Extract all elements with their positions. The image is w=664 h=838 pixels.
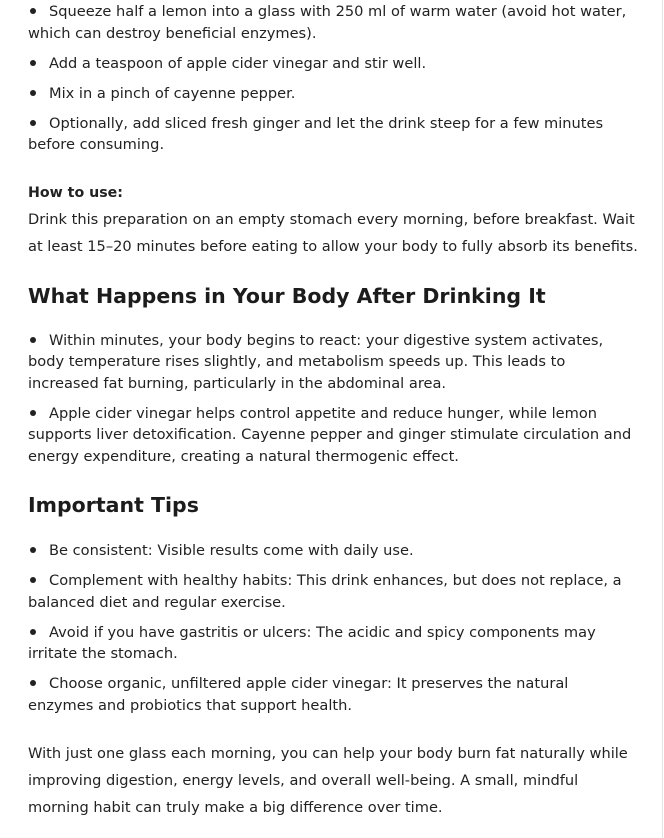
bullet-icon — [28, 113, 49, 135]
body-effects-list — [28, 330, 638, 468]
bullet-icon — [28, 83, 49, 105]
article-body — [28, 0, 638, 821]
bullet-icon — [28, 403, 49, 425]
bullet-icon — [28, 1, 49, 23]
list-item-text: Optionally, add sliced fresh ginger and let the drink steep for a few minutes before consuming. — [28, 114, 604, 153]
bullet-icon — [28, 673, 49, 695]
tips-list — [28, 540, 638, 716]
list-item-text: Apple cider vinegar helps control appetite and reduce hunger, while lemon supports liver detoxification. Cayenne pepper and ginger stimulate circulation and energy expenditure, creating a natural thermogenic effect. — [28, 404, 632, 465]
conclusion-paragraph: With just one glass each morning, you can help your body burn fat naturally while improving digestion, energy levels, and overall well-being. A small, mindful morning habit can truly make a big difference over time. — [28, 745, 628, 816]
list-item-text: Mix in a pinch of cayenne pepper. — [49, 84, 296, 102]
section-heading-body-effects: What Happens in Your Body After Drinking It — [28, 283, 546, 308]
list-item-text: Complement with healthy habits: This drink enhances, but does not replace, a balanced diet and regular exercise. — [28, 572, 622, 611]
list-item-text: Within minutes, your body begins to react: your digestive system activates, body temperature rises slightly, and metabolism speeds up. This leads to increased fat burning, particularly in the abdominal area. — [28, 331, 604, 392]
bullet-icon — [28, 570, 49, 592]
bullet-icon — [28, 540, 49, 562]
list-item-text: Squeeze half a lemon into a glass with 250 ml of warm water (avoid hot water, which can destroy beneficial enzymes). — [28, 3, 627, 42]
list-item — [28, 1, 638, 44]
list-item — [28, 622, 638, 665]
list-item — [28, 113, 638, 156]
list-item-text: Add a teaspoon of apple cider vinegar and stir well. — [49, 54, 427, 72]
list-item-text: Avoid if you have gastritis or ulcers: The acidic and spicy components may irritate the stomach. — [28, 623, 596, 662]
list-item — [28, 83, 638, 105]
ingredients-list — [28, 1, 638, 156]
page-edge-divider — [662, 0, 663, 838]
section-heading-tips: Important Tips — [28, 493, 199, 517]
list-item-text: Be consistent: Visible results come with daily use. — [49, 542, 414, 559]
bullet-icon — [28, 330, 49, 352]
list-item — [28, 403, 638, 468]
list-item-text: Choose organic, unfiltered apple cider vinegar: It preserves the natural enzymes and probiotics that support health. — [28, 675, 569, 714]
list-item — [28, 570, 638, 613]
list-item — [28, 673, 638, 716]
list-item — [28, 53, 638, 75]
list-item — [28, 540, 638, 562]
list-item — [28, 330, 638, 395]
bullet-icon — [28, 622, 49, 644]
how-to-use-label: How to use: — [28, 184, 123, 201]
how-to-use-text: Drink this preparation on an empty stomach every morning, before breakfast. Wait at least 15–20 minutes before eating to allow your body to fully absorb its benefits. — [28, 210, 638, 255]
bullet-icon — [28, 53, 49, 75]
